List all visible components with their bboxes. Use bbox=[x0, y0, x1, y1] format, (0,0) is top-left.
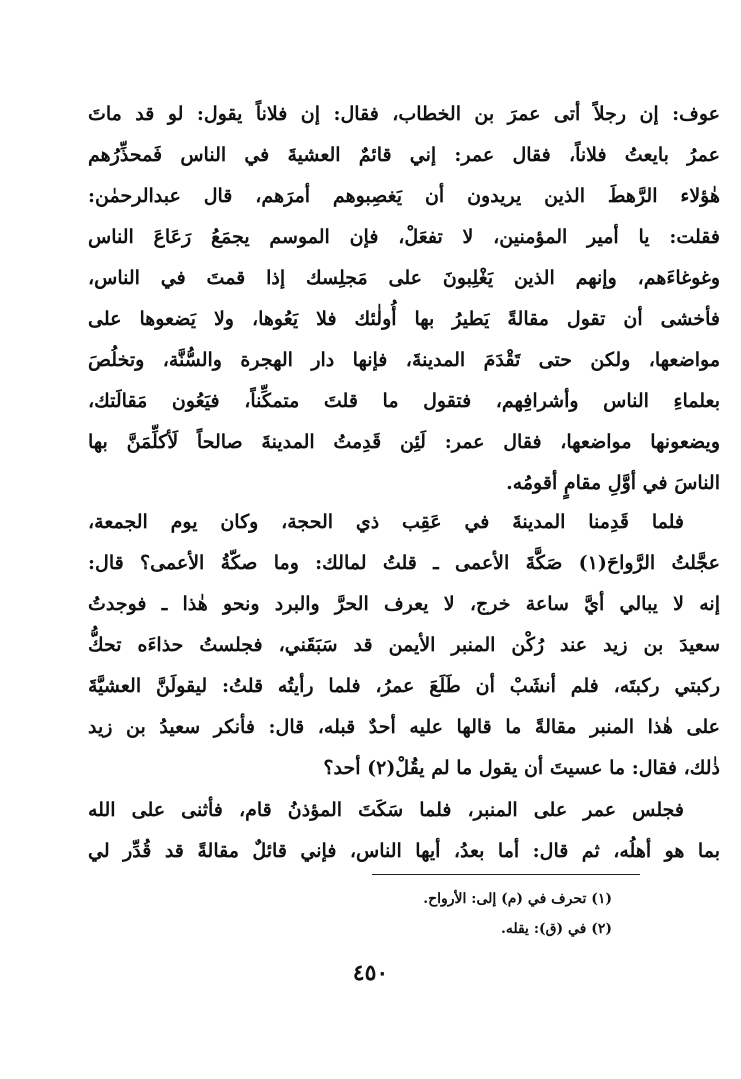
paragraph-2 bbox=[88, 502, 720, 789]
text-line: عوف: إن رجلاً أتى عمرَ بن الخطاب، فقال: إن فلاناً يقول: لو قد ماتَ bbox=[88, 103, 720, 125]
footnote-divider bbox=[372, 874, 640, 875]
text-line: ركبتي ركبتَه، فلم أنشَبْ أن طَلَعَ عمرُ، فلما رأيتُه قلتُ: ليقولَنَّ العشيَّةَ bbox=[88, 675, 720, 697]
paragraph-3 bbox=[88, 790, 720, 872]
text-line: وغوغاءَهم، وإنهم الذين يَغْلِبونَ على مَجلِسك إذا قمتَ في الناس، bbox=[88, 267, 720, 289]
text-line: مواضعها، ولكن حتى تَقْدَمَ المدينةَ، فإنها دار الهجرة والسُّنَّة، وتخلُصَ bbox=[88, 349, 720, 371]
text-line: على هٰذا المنبر مقالةً ما قالها عليه أحدٌ قبله، قال: فأنكر سعيدُ بن زيد bbox=[88, 716, 720, 738]
text-line: فأخشى أن تقول مقالةً يَطيرُ بها أُولٰئك فلا يَعُوها، ولا يَضعوها على bbox=[88, 308, 720, 330]
text-line: هٰؤلاء الرَّهطَ الذين يريدون أن يَغصِبوهم أمرَهم، قال عبدالرحمٰن: bbox=[88, 185, 720, 207]
text-line: عمرُ بايعتُ فلاناً، فقال عمر: إني قائمٌ العشيةَ في الناس فَمحذِّرُهم bbox=[88, 144, 720, 166]
text-line: بعلماءِ الناس وأشرافِهم، فتقول ما قلتَ متمكِّناً، فيَعُون مَقالَتك، bbox=[88, 390, 720, 412]
text-line: عجَّلتُ الرَّواحَ(١) صَكَّةَ الأعمى ـ قلتُ لمالك: وما صكّةُ الأعمى؟ قال: bbox=[88, 552, 720, 574]
footnote: (١) تحرف في (م) إلى: الأرواح. bbox=[423, 891, 612, 907]
text-line: سعيدَ بن زيد عند رُكْن المنبر الأيمن قد سَبَقَني، فجلستُ حذاءَه تحكُّ bbox=[88, 634, 720, 656]
text-line: الناسَ في أوَّلِ مقامٍ أقومُه. bbox=[506, 472, 720, 494]
text-line: ويضعونها مواضعها، فقال عمر: لَئِن قَدِمتُ المدينةَ صالحاً لَأكلِّمَنَّ بها bbox=[88, 431, 720, 453]
text-line: فقلت: يا أمير المؤمنين، لا تفعَلْ، فإن الموسم يجمَعُ رَعَاعَ الناس bbox=[88, 226, 720, 248]
footnote: (٢) في (ق): يقله. bbox=[500, 921, 612, 937]
text-line: بما هو أهلُه، ثم قال: أما بعدُ، أيها الناس، فإني قائلٌ مقالةً قد قُدِّر لي bbox=[88, 840, 720, 862]
text-line: ذٰلك، فقال: ما عسيتَ أن يقول ما لم يقُلْ(٢) أحد؟ bbox=[323, 757, 720, 779]
text-line: إنه لا يبالي أيَّ ساعة خرج، لا يعرف الحرَّ والبرد ونحو هٰذا ـ فوجدتُ bbox=[88, 593, 720, 615]
paragraph-1 bbox=[88, 94, 720, 504]
text-line: فلما قَدِمنا المدينةَ في عَقِب ذي الحجة، وكان يوم الجمعة، bbox=[88, 511, 684, 533]
footnotes bbox=[300, 884, 612, 944]
page-number: ٤٥٠ bbox=[352, 960, 389, 986]
text-line: فجلس عمر على المنبر، فلما سَكَتَ المؤذنُ قام، فأثنى على الله bbox=[88, 799, 684, 821]
